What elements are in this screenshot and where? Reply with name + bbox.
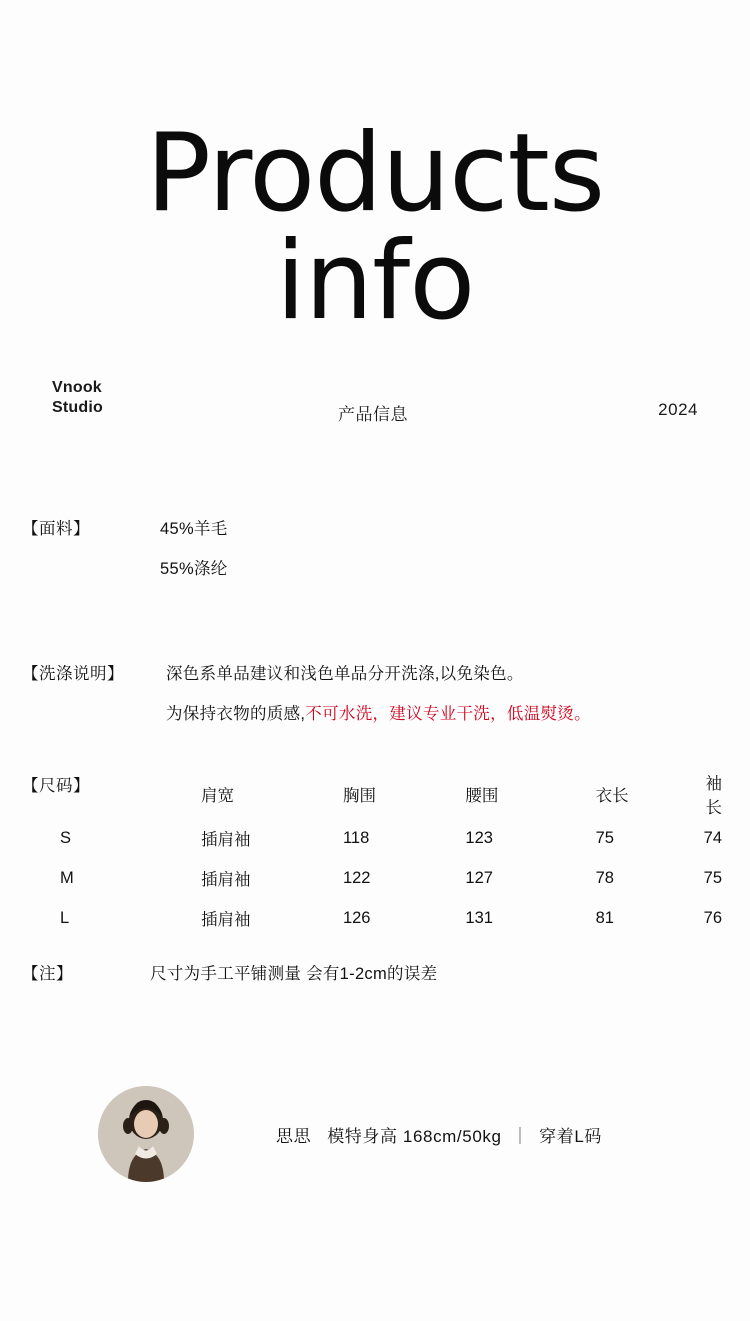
cell-bust: 122 <box>342 868 371 887</box>
note-text: 尺寸为手工平铺测量 会有1-2cm的误差 <box>150 965 438 983</box>
year-label: 2024 <box>658 400 698 419</box>
col-head-sleeve: 袖长 <box>705 775 722 817</box>
col-head-waist: 腰围 <box>465 787 499 805</box>
cell-size: L <box>60 908 70 927</box>
cell-sleeve: 74 <box>703 828 722 847</box>
brand-line-2: Studio <box>52 399 103 416</box>
table-row <box>22 818 728 858</box>
cell-sleeve: 76 <box>703 908 722 927</box>
fabric-label: 【面料】 <box>22 520 90 538</box>
cell-shoulder: 插肩袖 <box>200 831 251 849</box>
brand-logo <box>52 378 103 418</box>
wash-instruction-line-1: 深色系单品建议和浅色单品分开洗涤,以免染色。 <box>166 665 524 683</box>
table-row <box>22 858 728 898</box>
fabric-value-1: 45%羊毛 <box>160 520 228 538</box>
fabric-value-2: 55%涤纶 <box>160 560 228 578</box>
model-separator: ｜ <box>511 1127 530 1146</box>
size-label: 【尺码】 <box>22 777 90 795</box>
wash-instruction-normal: 为保持衣物的质感, <box>166 705 306 723</box>
cell-size: M <box>60 868 74 887</box>
model-measurements: 模特身高 168cm/50kg <box>327 1127 502 1146</box>
cell-length: 75 <box>595 828 614 847</box>
cell-waist: 131 <box>465 908 493 927</box>
col-head-length: 衣长 <box>595 787 629 805</box>
cell-length: 81 <box>595 908 614 927</box>
model-description <box>276 1122 602 1147</box>
model-name: 思思 <box>276 1127 312 1146</box>
model-wearing-size: 穿着L码 <box>539 1127 602 1146</box>
masthead-title-line1: Products <box>145 111 605 236</box>
wash-instruction-line-2 <box>166 700 591 724</box>
cell-waist: 127 <box>465 868 493 887</box>
table-header-row <box>22 770 728 818</box>
col-head-shoulder: 肩宽 <box>200 787 234 805</box>
cell-shoulder: 插肩袖 <box>200 911 251 929</box>
size-table <box>22 770 728 938</box>
col-head-bust: 胸围 <box>342 787 376 805</box>
wash-instruction-warning: 不可水洗，建议专业干洗，低温熨烫。 <box>305 705 591 723</box>
cell-bust: 118 <box>342 828 370 847</box>
masthead-title-line2: info <box>275 219 475 344</box>
brand-line-1: Vnook <box>52 379 102 396</box>
cell-bust: 126 <box>342 908 371 927</box>
table-row <box>22 898 728 938</box>
note-label: 【注】 <box>22 965 73 983</box>
avatar <box>98 1086 194 1182</box>
wash-label: 【洗涤说明】 <box>22 665 124 683</box>
masthead <box>0 111 750 344</box>
cell-waist: 123 <box>465 828 493 847</box>
cell-size: S <box>60 828 72 847</box>
cell-length: 78 <box>595 868 614 887</box>
page-subtitle: 产品信息 <box>338 405 408 424</box>
col-head-size <box>22 770 183 818</box>
model-info-row <box>0 1086 750 1182</box>
cell-sleeve: 75 <box>703 868 722 887</box>
cell-shoulder: 插肩袖 <box>200 871 251 889</box>
header-meta-row <box>52 378 698 426</box>
